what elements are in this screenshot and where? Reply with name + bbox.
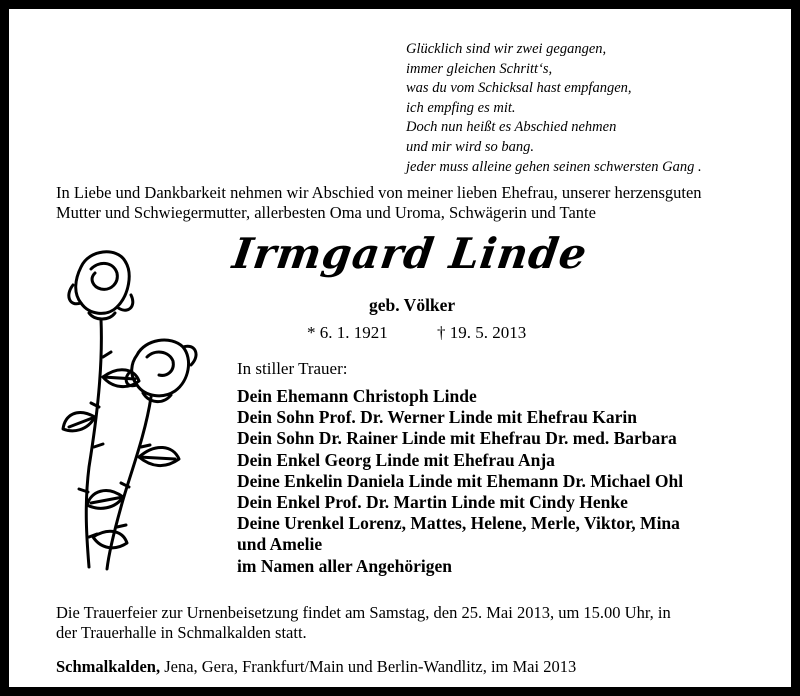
mourners-list xyxy=(237,386,797,577)
death-date: † 19. 5. 2013 xyxy=(437,323,527,342)
mourner-line: Dein Enkel Prof. Dr. Martin Linde mit Cindy Henke xyxy=(237,492,628,513)
birth-date: * 6. 1. 1921 xyxy=(307,323,388,342)
poem-line: immer gleichen Schritt‘s, xyxy=(406,60,553,77)
place-rest: Jena, Gera, Frankfurt/Main und Berlin-Wandlitz, im Mai 2013 xyxy=(160,657,577,676)
mourner-line: Dein Sohn Prof. Dr. Werner Linde mit Ehefrau Karin xyxy=(237,407,637,428)
place-and-date xyxy=(56,657,576,677)
service-line: der Trauerhalle in Schmalkalden statt. xyxy=(56,623,307,642)
mourner-line: Deine Enkelin Daniela Linde mit Ehemann Dr. Michael Ohl xyxy=(237,470,684,491)
mourner-line: Dein Enkel Georg Linde mit Ehefrau Anja xyxy=(237,449,555,470)
mourner-line: und Amelie xyxy=(237,534,323,555)
poem-line: Glücklich sind wir zwei gegangen, xyxy=(406,41,607,57)
poem-line: ich empfing es mit. xyxy=(406,99,516,116)
maiden-name: geb. Völker xyxy=(369,295,456,315)
intro-text xyxy=(56,183,796,223)
deceased-name: Irmgard Linde xyxy=(229,229,591,278)
mourning-heading: In stiller Trauer: xyxy=(237,359,348,378)
intro-line: Mutter und Schwiegermutter, allerbesten Oma und Uroma, Schwägerin und Tante xyxy=(56,203,596,222)
service-line: Die Trauerfeier zur Urnenbeisetzung findet am Samstag, den 25. Mai 2013, um 15.00 Uhr, in xyxy=(56,603,671,622)
poem-line: jeder muss alleine gehen seinen schwersten Gang . xyxy=(406,158,702,175)
poem xyxy=(406,40,796,177)
place-town: Schmalkalden, xyxy=(56,657,161,676)
mourner-line: im Namen aller Angehörigen xyxy=(237,555,453,576)
poem-line: und mir wird so bang. xyxy=(406,138,534,155)
funeral-service-text xyxy=(56,603,796,643)
mourner-line: Dein Sohn Dr. Rainer Linde mit Ehefrau Dr. med. Barbara xyxy=(237,428,677,449)
rose-icon xyxy=(59,247,219,577)
intro-line: In Liebe und Dankbarkeit nehmen wir Abschied von meiner lieben Ehefrau, unserer herzensguten xyxy=(56,183,702,202)
poem-line: was du vom Schicksal hast empfangen, xyxy=(406,80,632,97)
poem-line: Doch nun heißt es Abschied nehmen xyxy=(406,119,617,136)
mourner-line: Deine Urenkel Lorenz, Mattes, Helene, Merle, Viktor, Mina xyxy=(237,513,680,534)
mourner-line: Dein Ehemann Christoph Linde xyxy=(237,386,477,406)
